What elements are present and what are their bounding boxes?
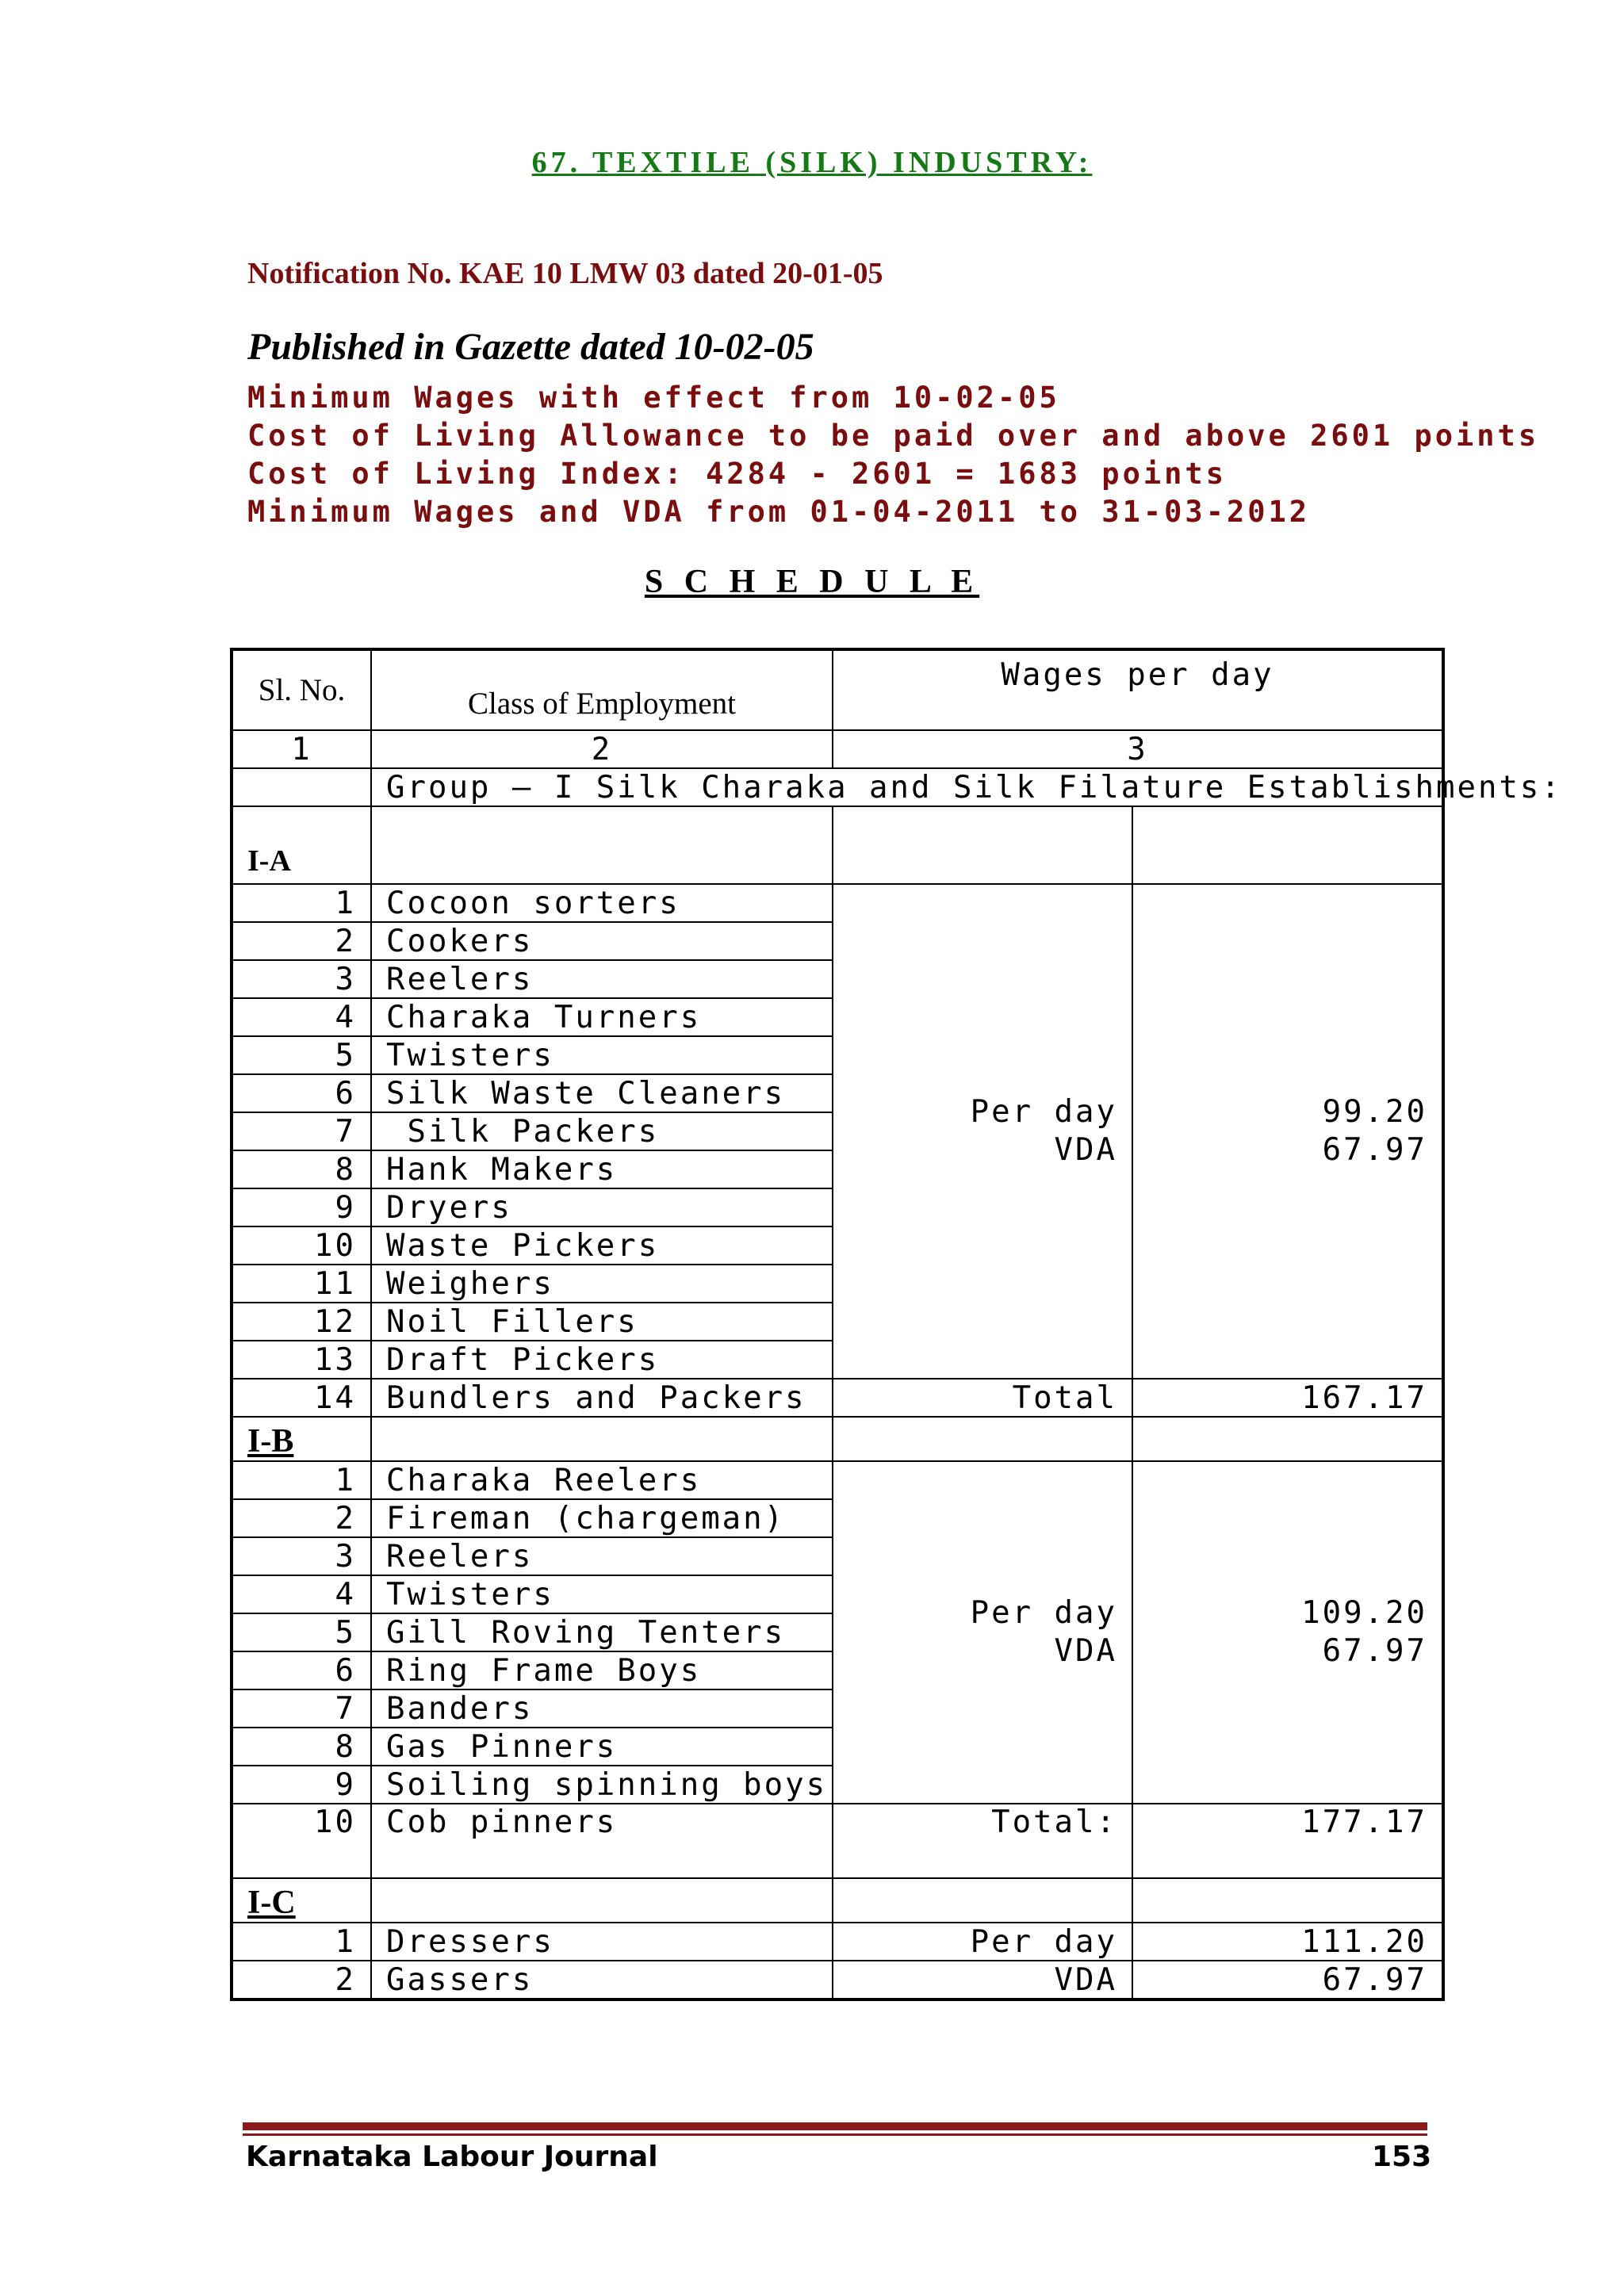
row-number: 9	[232, 1766, 371, 1804]
header-class: Class of Employment	[371, 649, 833, 730]
wage-labels-cell	[833, 884, 1132, 1379]
row-number: 5	[232, 1036, 371, 1074]
row-number: 7	[232, 1689, 371, 1728]
empty-cell	[833, 1417, 1132, 1461]
table-row	[232, 1961, 1443, 1999]
per-day-value: 99.20	[1322, 1094, 1427, 1130]
gazette-published: Published in Gazette dated 10-02-05	[247, 326, 814, 368]
row-number: 7	[232, 1112, 371, 1150]
footer-rule-thick	[243, 2122, 1427, 2130]
table-row	[232, 1461, 1443, 1499]
row-number: 12	[232, 1303, 371, 1341]
effect-line: Minimum Wages with effect from 10-02-05	[247, 381, 1060, 415]
section-b-label: I-B	[232, 1417, 371, 1461]
empty-cell	[833, 1878, 1132, 1923]
notification-number: Notification No. KAE 10 LMW 03 dated 20-01-05	[247, 257, 883, 290]
row-number: 10	[232, 1226, 371, 1265]
section-c-body	[232, 1923, 1443, 1999]
footer-rule-thin	[243, 2133, 1427, 2136]
wage-label: Per day	[833, 1923, 1132, 1961]
row-number: 1	[232, 884, 371, 922]
row-number: 6	[232, 1651, 371, 1689]
row-number: 3	[232, 960, 371, 998]
empty-cell	[1132, 1417, 1443, 1461]
wage-value: 67.97	[1132, 1961, 1443, 1999]
row-number: 6	[232, 1074, 371, 1112]
cost-index-line: Cost of Living Index: 4284 - 2601 = 1683 points	[247, 457, 1227, 491]
row-number: 8	[232, 1150, 371, 1188]
table-row	[232, 884, 1443, 922]
total-value: 177.17	[1132, 1804, 1443, 1878]
row-number: 1	[232, 1923, 371, 1961]
wage-values-cell	[1132, 1461, 1443, 1804]
wage-label: VDA	[833, 1961, 1132, 1999]
row-number: 2	[232, 1961, 371, 1999]
employment-class: Cob pinners	[371, 1804, 833, 1878]
cola-line: Cost of Living Allowance to be paid over and above 2601 points	[247, 419, 1540, 453]
section-c-label: I-C	[232, 1878, 371, 1923]
employment-class: Dressers	[371, 1923, 833, 1961]
wage-labels-cell	[833, 1461, 1132, 1804]
table-row	[232, 1923, 1443, 1961]
vda-label: VDA	[1054, 1132, 1117, 1168]
employment-class: Gassers	[371, 1961, 833, 1999]
row-number: 3	[232, 1537, 371, 1575]
per-day-label: Per day	[970, 1094, 1117, 1130]
row-number: 1	[232, 1461, 371, 1499]
column-number-row	[232, 730, 1443, 768]
employment-class: Weighers	[371, 1265, 833, 1303]
footer-journal: Karnataka Labour Journal	[246, 2141, 658, 2173]
per-day-label: Per day	[970, 1595, 1117, 1631]
section-a-label: I-A	[232, 806, 371, 884]
employment-class: Charaka Reelers	[371, 1461, 833, 1499]
section-c-row	[232, 1878, 1443, 1923]
employment-class: Noil Fillers	[371, 1303, 833, 1341]
vda-value: 67.97	[1322, 1633, 1427, 1669]
vda-value: 67.97	[1322, 1132, 1427, 1168]
employment-class: Fireman (chargeman)	[371, 1499, 833, 1537]
group-title-row	[232, 768, 1443, 806]
employment-class: Dryers	[371, 1188, 833, 1226]
employment-class: Hank Makers	[371, 1150, 833, 1188]
footer-page-number: 153	[1372, 2141, 1432, 2173]
total-label: Total:	[833, 1804, 1132, 1878]
row-number: 5	[232, 1613, 371, 1651]
row-number: 2	[232, 922, 371, 960]
per-day-value: 109.20	[1301, 1595, 1427, 1631]
employment-class: Ring Frame Boys	[371, 1651, 833, 1689]
wage-value: 111.20	[1132, 1923, 1443, 1961]
table-row	[232, 1379, 1443, 1417]
schedule-heading: S C H E D U L E	[644, 564, 980, 600]
employment-class: Twisters	[371, 1575, 833, 1613]
row-number: 2	[232, 1499, 371, 1537]
employment-class: Soiling spinning boys	[371, 1766, 833, 1804]
employment-class: Gas Pinners	[371, 1728, 833, 1766]
empty-cell	[371, 1417, 833, 1461]
group-empty-cell	[232, 768, 371, 806]
employment-class: Charaka Turners	[371, 998, 833, 1036]
section-b-body	[232, 1461, 1443, 1878]
period-line: Minimum Wages and VDA from 01-04-2011 to 31-03-2012	[247, 495, 1311, 529]
schedule-table	[230, 648, 1562, 2001]
table-row	[232, 1804, 1443, 1878]
col-num-1: 1	[232, 730, 371, 768]
col-num-2: 2	[371, 730, 833, 768]
employment-class: Gill Roving Tenters	[371, 1613, 833, 1651]
header-sl-no: Sl. No.	[232, 649, 371, 730]
employment-class: Reelers	[371, 1537, 833, 1575]
row-number: 11	[232, 1265, 371, 1303]
row-number: 8	[232, 1728, 371, 1766]
employment-class: Waste Pickers	[371, 1226, 833, 1265]
total-value: 167.17	[1132, 1379, 1443, 1417]
employment-class: Twisters	[371, 1036, 833, 1074]
wage-values-cell	[1132, 884, 1443, 1379]
row-number: 10	[232, 1804, 371, 1878]
table-header-row	[232, 649, 1443, 730]
empty-cell	[833, 806, 1132, 884]
header-wages: Wages per day	[833, 649, 1443, 730]
employment-class: Cookers	[371, 922, 833, 960]
empty-cell	[1132, 1878, 1443, 1923]
employment-class: Banders	[371, 1689, 833, 1728]
employment-class: Silk Packers	[371, 1112, 833, 1150]
employment-class: Reelers	[371, 960, 833, 998]
employment-class: Draft Pickers	[371, 1341, 833, 1379]
col-num-3: 3	[833, 730, 1443, 768]
section-a-body	[232, 884, 1443, 1417]
empty-cell	[1132, 806, 1443, 884]
section-b-row	[232, 1417, 1443, 1461]
total-label: Total	[833, 1379, 1132, 1417]
vda-label: VDA	[1054, 1633, 1117, 1669]
row-number: 14	[232, 1379, 371, 1417]
group-title: Group – I Silk Charaka and Silk Filature Establishments:	[371, 768, 1443, 806]
employment-class: Silk Waste Cleaners	[371, 1074, 833, 1112]
page-title: 67. TEXTILE (SILK) INDUSTRY:	[531, 146, 1093, 179]
row-number: 9	[232, 1188, 371, 1226]
empty-cell	[371, 1878, 833, 1923]
row-number: 13	[232, 1341, 371, 1379]
row-number: 4	[232, 1575, 371, 1613]
employment-class: Cocoon sorters	[371, 884, 833, 922]
section-a-row	[232, 806, 1443, 884]
employment-class: Bundlers and Packers	[371, 1379, 833, 1417]
row-number: 4	[232, 998, 371, 1036]
empty-cell	[371, 806, 833, 884]
